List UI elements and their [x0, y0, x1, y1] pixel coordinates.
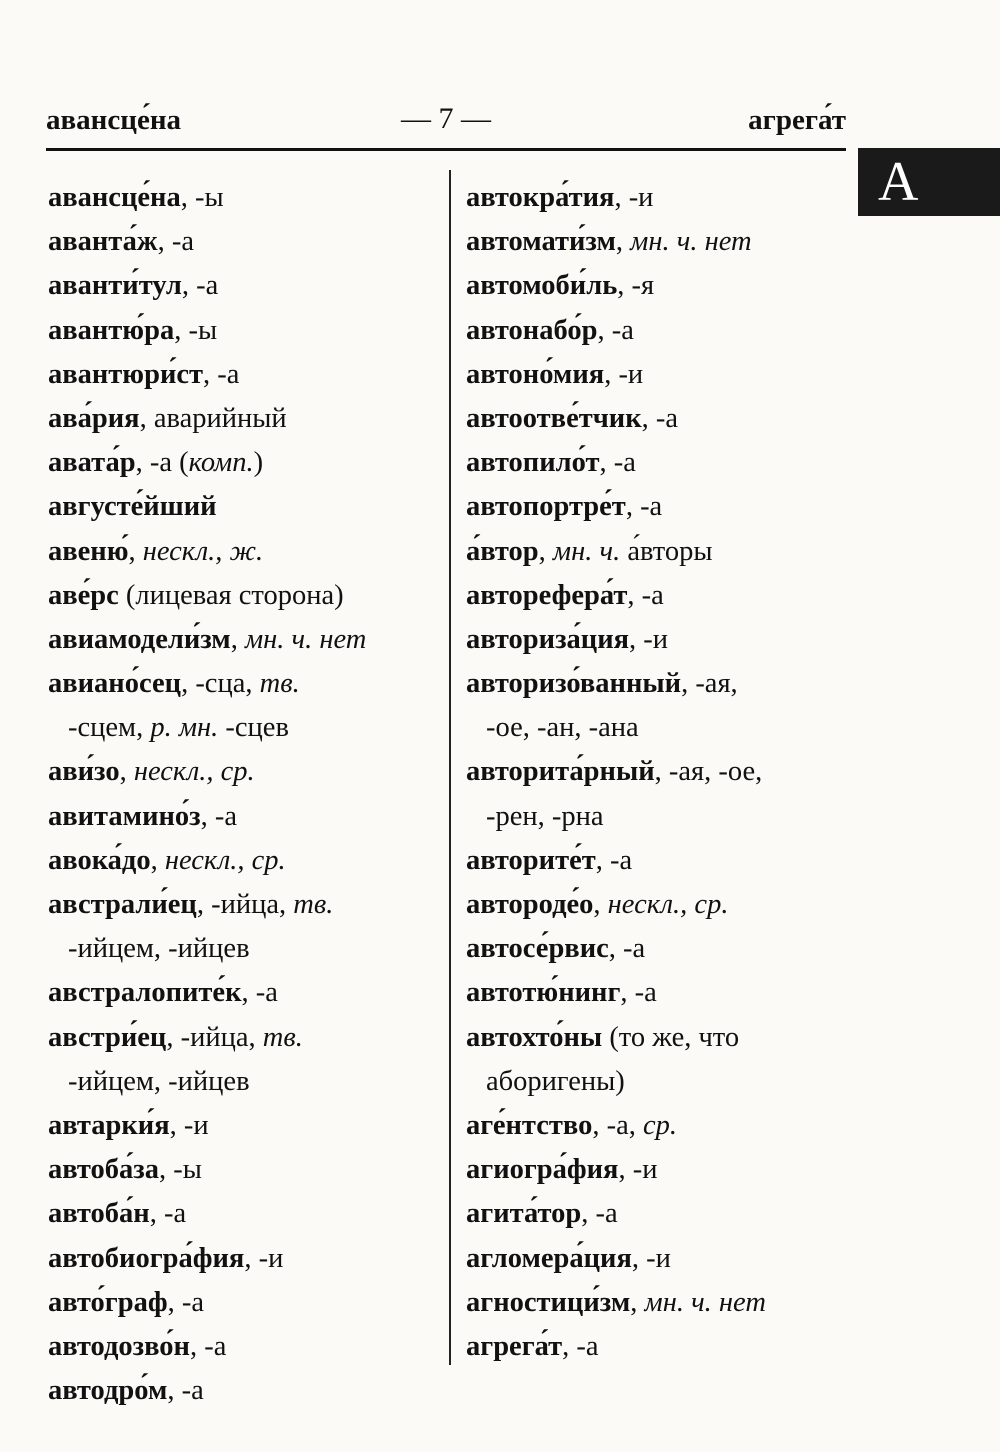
entry-text: , -а [181, 270, 219, 302]
headword: агиогра́фия [466, 1154, 619, 1186]
dictionary-entry [466, 927, 866, 971]
entry-text: , -а [189, 1330, 227, 1362]
headword: автонабо́р [466, 314, 598, 346]
headword: аве́рс [48, 579, 119, 611]
entry-text: , -и [631, 1242, 671, 1274]
headword: августе́йший [48, 491, 217, 523]
headword: аванти́тул [48, 270, 182, 302]
grammar-note: тв. [293, 889, 334, 920]
headword: автоно́мия [466, 358, 605, 390]
dictionary-entry [466, 1281, 866, 1325]
dictionary-entry [48, 1237, 438, 1281]
dictionary-entry [48, 1104, 438, 1148]
headword: авторита́рный [466, 756, 655, 788]
dictionary-entry [48, 309, 438, 353]
entry-text: , -ая, -ое, [654, 756, 763, 788]
entry-continuation [48, 706, 438, 750]
headword: авансце́на [48, 182, 181, 213]
dictionary-entry [466, 971, 866, 1015]
entry-tail: а́вторы [620, 535, 713, 567]
dictionary-entry [48, 220, 438, 264]
headword: автомати́зм [466, 226, 616, 258]
entry-text: , -а [597, 314, 634, 346]
dictionary-entry [48, 1369, 438, 1413]
dictionary-entry [48, 574, 438, 618]
headword: автотю́нинг [466, 977, 621, 1009]
grammar-note: ср. [642, 1109, 678, 1141]
headword: авеню́ [48, 535, 129, 567]
dictionary-entry [466, 618, 866, 662]
headword: авантюри́ст [48, 358, 204, 390]
dictionary-entry [48, 662, 438, 706]
headword: австри́ец [48, 1021, 167, 1053]
entry-text: , -а [157, 226, 194, 258]
entry-text: , [119, 756, 134, 788]
entry-text: , -ийца, [166, 1021, 263, 1053]
headword: австрали́ец [48, 889, 197, 920]
header-right-word: агрега́т [748, 104, 846, 136]
grammar-note: нескл., ж. [142, 535, 264, 567]
dictionary-entry [466, 1148, 866, 1192]
entry-text: , [230, 623, 245, 655]
entry-text: , -а [241, 977, 278, 1009]
dictionary-entry [48, 795, 438, 839]
entry-text: , -и [629, 623, 669, 655]
entry-text: , -и [169, 1109, 209, 1141]
grammar-note: комп. [188, 447, 254, 479]
dictionary-entry [466, 397, 866, 441]
entry-text: , -сца, [181, 668, 260, 700]
dictionary-entry [48, 1148, 438, 1192]
entry-text: , [128, 535, 143, 567]
entry-text: аборигены) [486, 1065, 625, 1097]
headword: агломера́ция [466, 1242, 632, 1274]
entry-text: , [150, 844, 165, 876]
dictionary-entry [466, 264, 866, 308]
section-letter-tab: А [858, 148, 1000, 216]
entry-text: -ое, -ан, -ана [486, 712, 639, 744]
entry-continuation [466, 706, 866, 750]
entry-text: , -а ( [135, 447, 189, 479]
dictionary-entry [466, 750, 866, 794]
entry-continuation [48, 927, 438, 971]
header-left-word: авансце́на [46, 104, 182, 136]
dictionary-entry [466, 574, 866, 618]
headword: автодозво́н [48, 1330, 190, 1362]
headword: авока́до [48, 844, 151, 876]
headword: агрега́т [466, 1330, 563, 1362]
entry-continuation [466, 1060, 866, 1104]
dictionary-entry [466, 1237, 866, 1281]
grammar-note: нескл., ср. [164, 844, 286, 876]
headword: авторефера́т [466, 579, 628, 611]
entry-text: , -а [627, 579, 664, 611]
headword: авантю́ра [48, 314, 175, 346]
dictionary-entry [48, 1016, 438, 1060]
entry-text: (то же, что [602, 1021, 740, 1053]
dictionary-entry [466, 839, 866, 883]
entry-text: , -и [604, 358, 644, 390]
entry-text: , -а [167, 1286, 204, 1318]
entry-text: , -а [599, 447, 636, 479]
headword: автарки́я [48, 1109, 170, 1141]
dictionary-entry [48, 883, 438, 927]
entry-text: , -а [595, 844, 633, 876]
entry-text: , [593, 889, 608, 920]
headword: авто́граф [48, 1286, 168, 1318]
headword: автокра́тия [466, 182, 615, 213]
entry-text: , -и [244, 1242, 284, 1274]
entry-text: , -я [617, 270, 655, 302]
headword: ави́зо [48, 756, 120, 788]
dictionary-entry [48, 353, 438, 397]
entry-text: , -а [149, 1198, 187, 1230]
dictionary-entry [48, 1325, 438, 1369]
headword: аванта́ж [48, 226, 158, 258]
grammar-note: тв. [259, 668, 300, 700]
headword: автоотве́тчик [466, 402, 642, 434]
entry-text: , -а [203, 358, 240, 390]
entry-text: , -а [200, 800, 238, 832]
right-column [466, 176, 866, 1369]
headword: автодро́м [48, 1375, 168, 1407]
dictionary-entry [48, 264, 438, 308]
entry-continuation [48, 1060, 438, 1104]
grammar-note: тв. [262, 1021, 303, 1053]
dictionary-entry [466, 1192, 866, 1236]
dictionary-entry [466, 220, 866, 264]
entry-text: , -а [608, 933, 646, 965]
dictionary-entry [466, 441, 866, 485]
headword: автобиогра́фия [48, 1242, 245, 1274]
entry-text: , -ы [174, 314, 218, 346]
entry-text: , аварийный [139, 402, 287, 434]
dictionary-entry [466, 485, 866, 529]
dictionary-entry [48, 530, 438, 574]
dictionary-entry [48, 1192, 438, 1236]
grammar-note: нескл., ср. [607, 889, 729, 920]
entry-text: -ийцем, -ийцев [68, 1065, 250, 1097]
entry-text: , -ийца, [196, 889, 294, 920]
dictionary-entry [466, 530, 866, 574]
headword: автопортре́т [466, 491, 626, 523]
dictionary-entry [48, 839, 438, 883]
header-rule [46, 148, 846, 151]
headword: автохто́ны [466, 1021, 603, 1053]
dictionary-entry [48, 971, 438, 1015]
dictionary-entry [48, 618, 438, 662]
dictionary-entry [466, 309, 866, 353]
dictionary-entry [48, 397, 438, 441]
entry-text: , -и [618, 1154, 658, 1186]
entry-tail: -сцев [218, 712, 289, 744]
grammar-note: мн. ч. [552, 535, 621, 567]
entry-text: -сцем, [68, 712, 151, 744]
headword: автороде́о [466, 889, 594, 920]
headword: автосе́рвис [466, 933, 609, 965]
headword: автоба́н [48, 1198, 150, 1230]
entry-text: , -а [562, 1330, 599, 1362]
left-column [48, 176, 438, 1413]
dictionary-entry [466, 1325, 866, 1369]
headword: авиамодели́зм [48, 623, 231, 655]
column-divider [449, 170, 451, 1365]
dictionary-entry [466, 1104, 866, 1148]
entry-text: , -ы [159, 1154, 202, 1186]
entry-text: -рен, -рна [486, 800, 604, 832]
headword: а́втор [466, 535, 539, 567]
dictionary-entry [48, 441, 438, 485]
entry-text: , -а, [592, 1109, 643, 1141]
dictionary-entry [48, 750, 438, 794]
dictionary-entry [48, 485, 438, 529]
headword: авитамино́з [48, 800, 201, 832]
entry-text: , [630, 1286, 645, 1318]
headword: авторите́т [466, 844, 596, 876]
entry-text: , -ы [180, 182, 224, 213]
headword: авата́р [48, 447, 136, 479]
dictionary-entry [48, 1281, 438, 1325]
dictionary-entry [466, 662, 866, 706]
dictionary-entry [466, 1016, 866, 1060]
entry-text: , [615, 226, 631, 258]
entry-continuation [466, 795, 866, 839]
grammar-note: мн. ч. нет [630, 226, 752, 258]
entry-text: (лицевая сторона) [118, 579, 344, 611]
entry-text: , [538, 535, 553, 567]
entry-text: , -и [614, 182, 654, 213]
grammar-note: мн. ч. нет [644, 1286, 766, 1318]
headword: авториза́ция [466, 623, 630, 655]
entry-tail: ) [253, 447, 264, 479]
dictionary-entry [48, 176, 438, 220]
entry-text: , -а [620, 977, 657, 1009]
entry-text: , -ая, [681, 668, 738, 700]
entry-text: , -а [625, 491, 663, 523]
headword: аге́нтство [466, 1109, 593, 1141]
headword: агита́тор [466, 1198, 582, 1230]
page-number: — 7 — [401, 102, 491, 135]
headword: автоба́за [48, 1154, 160, 1186]
grammar-note: нескл., ср. [133, 756, 255, 788]
grammar-note: р. мн. [150, 712, 219, 744]
grammar-note: мн. ч. нет [244, 623, 367, 655]
dictionary-entry [466, 176, 866, 220]
headword: австралопите́к [48, 977, 242, 1009]
dictionary-entry [466, 883, 866, 927]
entry-text: , -а [641, 402, 679, 434]
entry-text: -ийцем, -ийцев [68, 933, 250, 965]
entry-text: , -а [581, 1198, 618, 1230]
headword: ава́рия [48, 402, 140, 434]
headword: агностици́зм [466, 1286, 631, 1318]
headword: авиано́сец [48, 668, 182, 700]
headword: авторизо́ванный [466, 668, 682, 700]
entry-text: , -а [167, 1375, 204, 1407]
running-head [46, 104, 846, 148]
headword: автопило́т [466, 447, 600, 479]
headword: автомоби́ль [466, 270, 618, 302]
dictionary-entry [466, 353, 866, 397]
